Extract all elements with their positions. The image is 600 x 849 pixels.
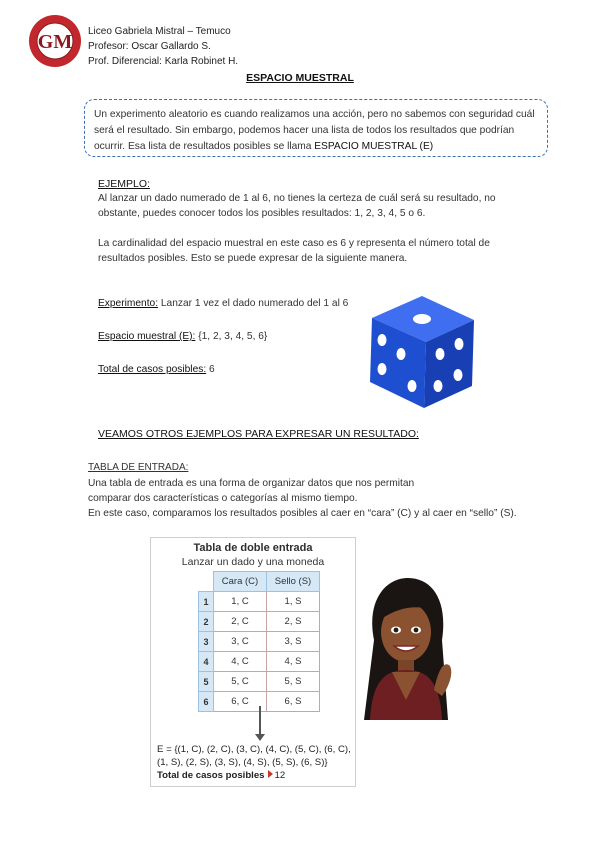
arrowhead-icon	[255, 734, 265, 741]
page-title: ESPACIO MUESTRAL	[246, 72, 354, 84]
example-paragraph-1: Al lanzar un dado numerado de 1 al 6, no tienes la certeza de cuál será su resultado, no obstante, puedes conocer todos los posibles resultados: 1, 2, 3, 4, 5 o 6.	[98, 193, 496, 219]
total-cases-line: Total de casos posibles: 6	[98, 364, 215, 375]
double-entry-figure	[150, 537, 356, 787]
table-row: 3 3, C 3, S	[199, 632, 320, 652]
figure-total: Total de casos posibles 12	[157, 770, 286, 781]
definition-term: ESPACIO MUESTRAL (E)	[314, 141, 434, 152]
column-header: Cara (C)	[214, 572, 267, 592]
table-heading: TABLA DE ENTRADA:	[88, 462, 189, 473]
school-logo	[28, 14, 82, 68]
sample-space-result: E = {(1, C), (2, C), (3, C), (4, C), (5, C), (6, C), (1, S), (2, S), (3, S), (4, S), (5, S), (6, S)}	[157, 744, 351, 768]
example-paragraph-2: La cardinalidad del espacio muestral en este caso es 6 y representa el número total de resultados posibles. Esto se puede expresar de la siguiente manera.	[98, 238, 490, 264]
double-entry-table	[198, 571, 320, 712]
diff-teacher-name: Prof. Diferencial: Karla Robinet H.	[88, 56, 239, 67]
sample-space-line: Espacio muestral (E): {1, 2, 3, 4, 5, 6}	[98, 331, 268, 342]
table-row: 5 5, C 5, S	[199, 672, 320, 692]
more-examples-heading: VEAMOS OTROS EJEMPLOS PARA EXPRESAR UN RESULTADO:	[98, 428, 419, 440]
definition-text: Un experimento aleatorio es cuando realizamos una acción, pero no sabemos con seguridad cuál será el resultado. Sin embargo, podemos hacer una lista de todos los resultados que podrían ocurrir. Esa lista de resultados posibles se llama ESPACIO MUESTRAL (E)	[94, 109, 535, 152]
table-row: 2 2, C 2, S	[199, 612, 320, 632]
teacher-name: Profesor: Oscar Gallardo S.	[88, 41, 211, 52]
table-row: 4 4, C 4, S	[199, 652, 320, 672]
table-row: 6 6, C 6, S	[199, 692, 320, 712]
column-header: Sello (S)	[267, 572, 320, 592]
example-heading: EJEMPLO:	[98, 178, 150, 190]
header-text	[88, 24, 238, 69]
experiment-line: Experimento: Lanzar 1 vez el dado numerado del 1 al 6	[98, 298, 349, 309]
dice-image	[366, 292, 478, 412]
avatar-illustration	[356, 570, 456, 728]
logo-monogram: GM	[37, 31, 73, 53]
figure-title: Tabla de doble entrada	[193, 542, 313, 554]
figure-subtitle: Lanzar un dado y una moneda	[181, 556, 325, 568]
triangle-icon	[268, 770, 273, 778]
school-name: Liceo Gabriela Mistral – Temuco	[88, 26, 231, 37]
table-description: Una tabla de entrada es una forma de organizar datos que nos permitan comparar dos características o categorías al mismo tiempo. En este caso, comparamos los resultados posibles al caer en “cara” (C) y al caer en “sello” (S).	[88, 478, 517, 519]
table-row: 1 1, C 1, S	[199, 592, 320, 612]
